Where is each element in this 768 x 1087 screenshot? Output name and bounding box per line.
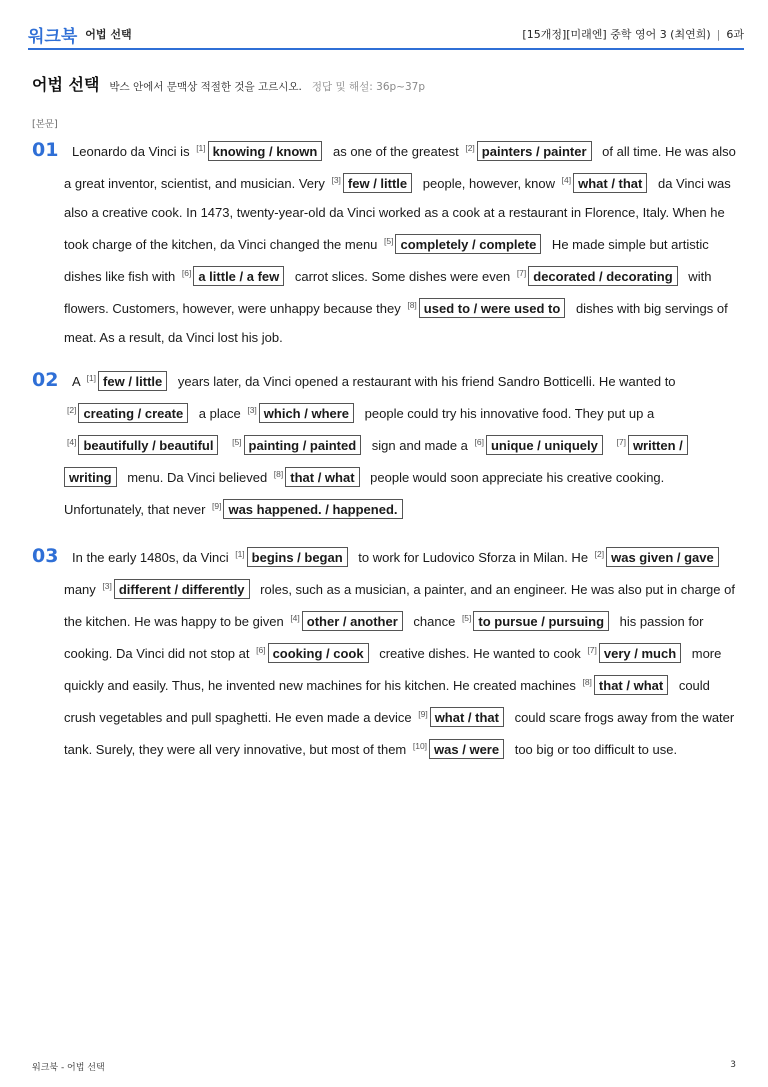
blank-index: [6]	[474, 437, 484, 447]
blank-index: [5]	[461, 613, 472, 623]
choice-box[interactable]: completely / complete	[395, 234, 541, 254]
passage-text: da Vinci was also a creative cook. In 1473, twenty-year-old da Vinci worked as a cook at a restaurant in Florence, Italy. When he took charge of the kitchen, da Vinci changed the menu	[64, 176, 731, 252]
question-passage	[64, 540, 740, 764]
choice-box[interactable]: a little / a few	[193, 266, 284, 286]
choice-box[interactable]: used to / were used to	[419, 298, 566, 318]
choice-box[interactable]: what / that	[573, 173, 647, 193]
lesson-number: 6과	[726, 28, 744, 41]
passage-text: dishes with big servings of meat. As a result, da Vinci lost his job.	[64, 301, 728, 345]
blank-index: [3]	[247, 405, 257, 415]
blank-index: [4]	[290, 613, 300, 623]
passage-text: people would soon appreciate his creative cooking. Unfortunately, that never	[64, 470, 665, 517]
header-separator: |	[716, 28, 721, 41]
passage-text: In the early 1480s, da Vinci	[72, 550, 233, 565]
passage-text: roles, such as a musician, a painter, and an engineer. He was also put in charge of the kitchen. He was happy to be given	[64, 582, 735, 629]
passage-text	[225, 438, 229, 453]
choice-box[interactable]: creating / create	[78, 403, 188, 423]
choice-box[interactable]: few / little	[98, 371, 167, 391]
blank-index: [8]	[407, 300, 417, 310]
blank-index: [5]	[232, 437, 242, 447]
passage-text	[610, 438, 614, 453]
answer-reference: 정답 및 해설: 36p~37p	[311, 81, 425, 93]
choice-box[interactable]: different / differently	[114, 579, 250, 599]
passage-text: chance	[409, 614, 459, 629]
passage-text: too big or too difficult to use.	[511, 742, 678, 757]
blank-index: [2]	[465, 143, 475, 153]
choice-box[interactable]: to pursue / pursuing	[473, 611, 609, 631]
choice-box[interactable]: was happened. / happened.	[223, 499, 402, 519]
passage-text: Leonardo da Vinci is	[72, 144, 194, 159]
choice-box[interactable]: written / writing	[64, 435, 688, 487]
choice-box[interactable]: few / little	[343, 173, 412, 193]
blank-index: [8]	[273, 469, 284, 479]
passage-text: creative dishes. He wanted to cook	[375, 646, 585, 661]
page-header	[28, 20, 744, 50]
question-number: 03	[32, 545, 59, 567]
passage-text: of all time. He was also a great inventor, scientist, and musician. Very	[64, 144, 736, 191]
passage-text: a place	[195, 406, 245, 421]
question-number: 02	[32, 369, 59, 391]
passage-text: menu. Da Vinci believed	[123, 470, 271, 485]
passage-text: sign and made a	[368, 438, 472, 453]
course-title: [15개정][미래엔] 중학 영어 3 (최연희)	[522, 28, 711, 41]
blank-index: [2]	[594, 549, 605, 559]
passage-text: with flowers. Customers, however, were unhappy because they	[64, 269, 712, 316]
body-label: [본문]	[32, 119, 58, 130]
blank-index: [9]	[418, 709, 428, 719]
choice-box[interactable]: very / much	[599, 643, 681, 663]
section-title: 어법 선택	[32, 75, 100, 94]
choice-box[interactable]: was / were	[429, 739, 504, 759]
passage-text: to work for Ludovico Sforza in Milan. He	[354, 550, 592, 565]
blank-index: [7]	[616, 437, 626, 447]
choice-box[interactable]: cooking / cook	[268, 643, 369, 663]
blank-index: [7]	[587, 645, 597, 655]
choice-box[interactable]: that / what	[594, 675, 668, 695]
choice-box[interactable]: painters / painter	[477, 141, 592, 161]
question-passage	[64, 134, 740, 352]
footer-title: 워크북 - 어법 선택	[32, 1063, 105, 1073]
blank-index: [4]	[67, 437, 77, 447]
blank-index: [3]	[102, 581, 112, 591]
blank-index: [6]	[181, 268, 192, 278]
passage-text: A	[72, 374, 84, 389]
page-number: 3	[730, 1060, 736, 1070]
blank-index: [6]	[256, 645, 266, 655]
blank-index: [8]	[582, 677, 592, 687]
blank-index: [5]	[384, 236, 394, 246]
blank-index: [2]	[67, 405, 77, 415]
course-info	[522, 26, 744, 42]
question-number: 01	[32, 139, 59, 161]
passage-text: years later, da Vinci opened a restaurant with his friend Sandro Botticelli. He wanted to	[174, 374, 676, 389]
passage-text: people, however, know	[419, 176, 559, 191]
choice-box[interactable]: was given / gave	[606, 547, 719, 567]
choice-box[interactable]: which / where	[259, 403, 354, 423]
choice-box[interactable]: knowing / known	[208, 141, 323, 161]
blank-index: [9]	[212, 501, 222, 511]
blank-index: [4]	[561, 175, 572, 185]
choice-box[interactable]: that / what	[285, 467, 359, 487]
passage-text: his passion for cooking. Da Vinci did not stop at	[64, 614, 704, 661]
blank-index: [7]	[516, 268, 527, 278]
choice-box[interactable]: painting / painted	[244, 435, 362, 455]
passage-text: could crush vegetables and pull spaghetti. He even made a device	[64, 678, 710, 725]
blank-index: [1]	[235, 549, 245, 559]
section-title-row	[32, 72, 425, 95]
blank-index: [3]	[331, 175, 341, 185]
passage-text: many	[64, 582, 100, 597]
passage-text: could scare frogs away from the water tank. Surely, they were all very innovative, but most of them	[64, 710, 735, 757]
choice-box[interactable]: unique / uniquely	[486, 435, 603, 455]
passage-text: more quickly and easily. Thus, he invented new machines for his kitchen. He created machines	[64, 646, 722, 693]
header-subtitle: 어법 선택	[85, 28, 132, 41]
choice-box[interactable]: decorated / decorating	[528, 266, 677, 286]
question-passage	[64, 364, 740, 524]
instruction-text: 박스 안에서 문맥상 적절한 것을 고르시오.	[109, 81, 302, 93]
choice-box[interactable]: begins / began	[247, 547, 348, 567]
passage-text: as one of the greatest	[329, 144, 463, 159]
choice-box[interactable]: beautifully / beautiful	[78, 435, 218, 455]
blank-index: [1]	[86, 373, 97, 383]
choice-box[interactable]: what / that	[430, 707, 504, 727]
blank-index: [1]	[196, 143, 206, 153]
choice-box[interactable]: other / another	[302, 611, 403, 631]
passage-text: people could try his innovative food. They put up a	[361, 406, 655, 421]
blank-index: [10]	[412, 741, 428, 751]
passage-text: He made simple but artistic dishes like fish with	[64, 237, 709, 284]
passage-text: carrot slices. Some dishes were even	[291, 269, 514, 284]
brand-logo: 워크북	[28, 26, 78, 47]
